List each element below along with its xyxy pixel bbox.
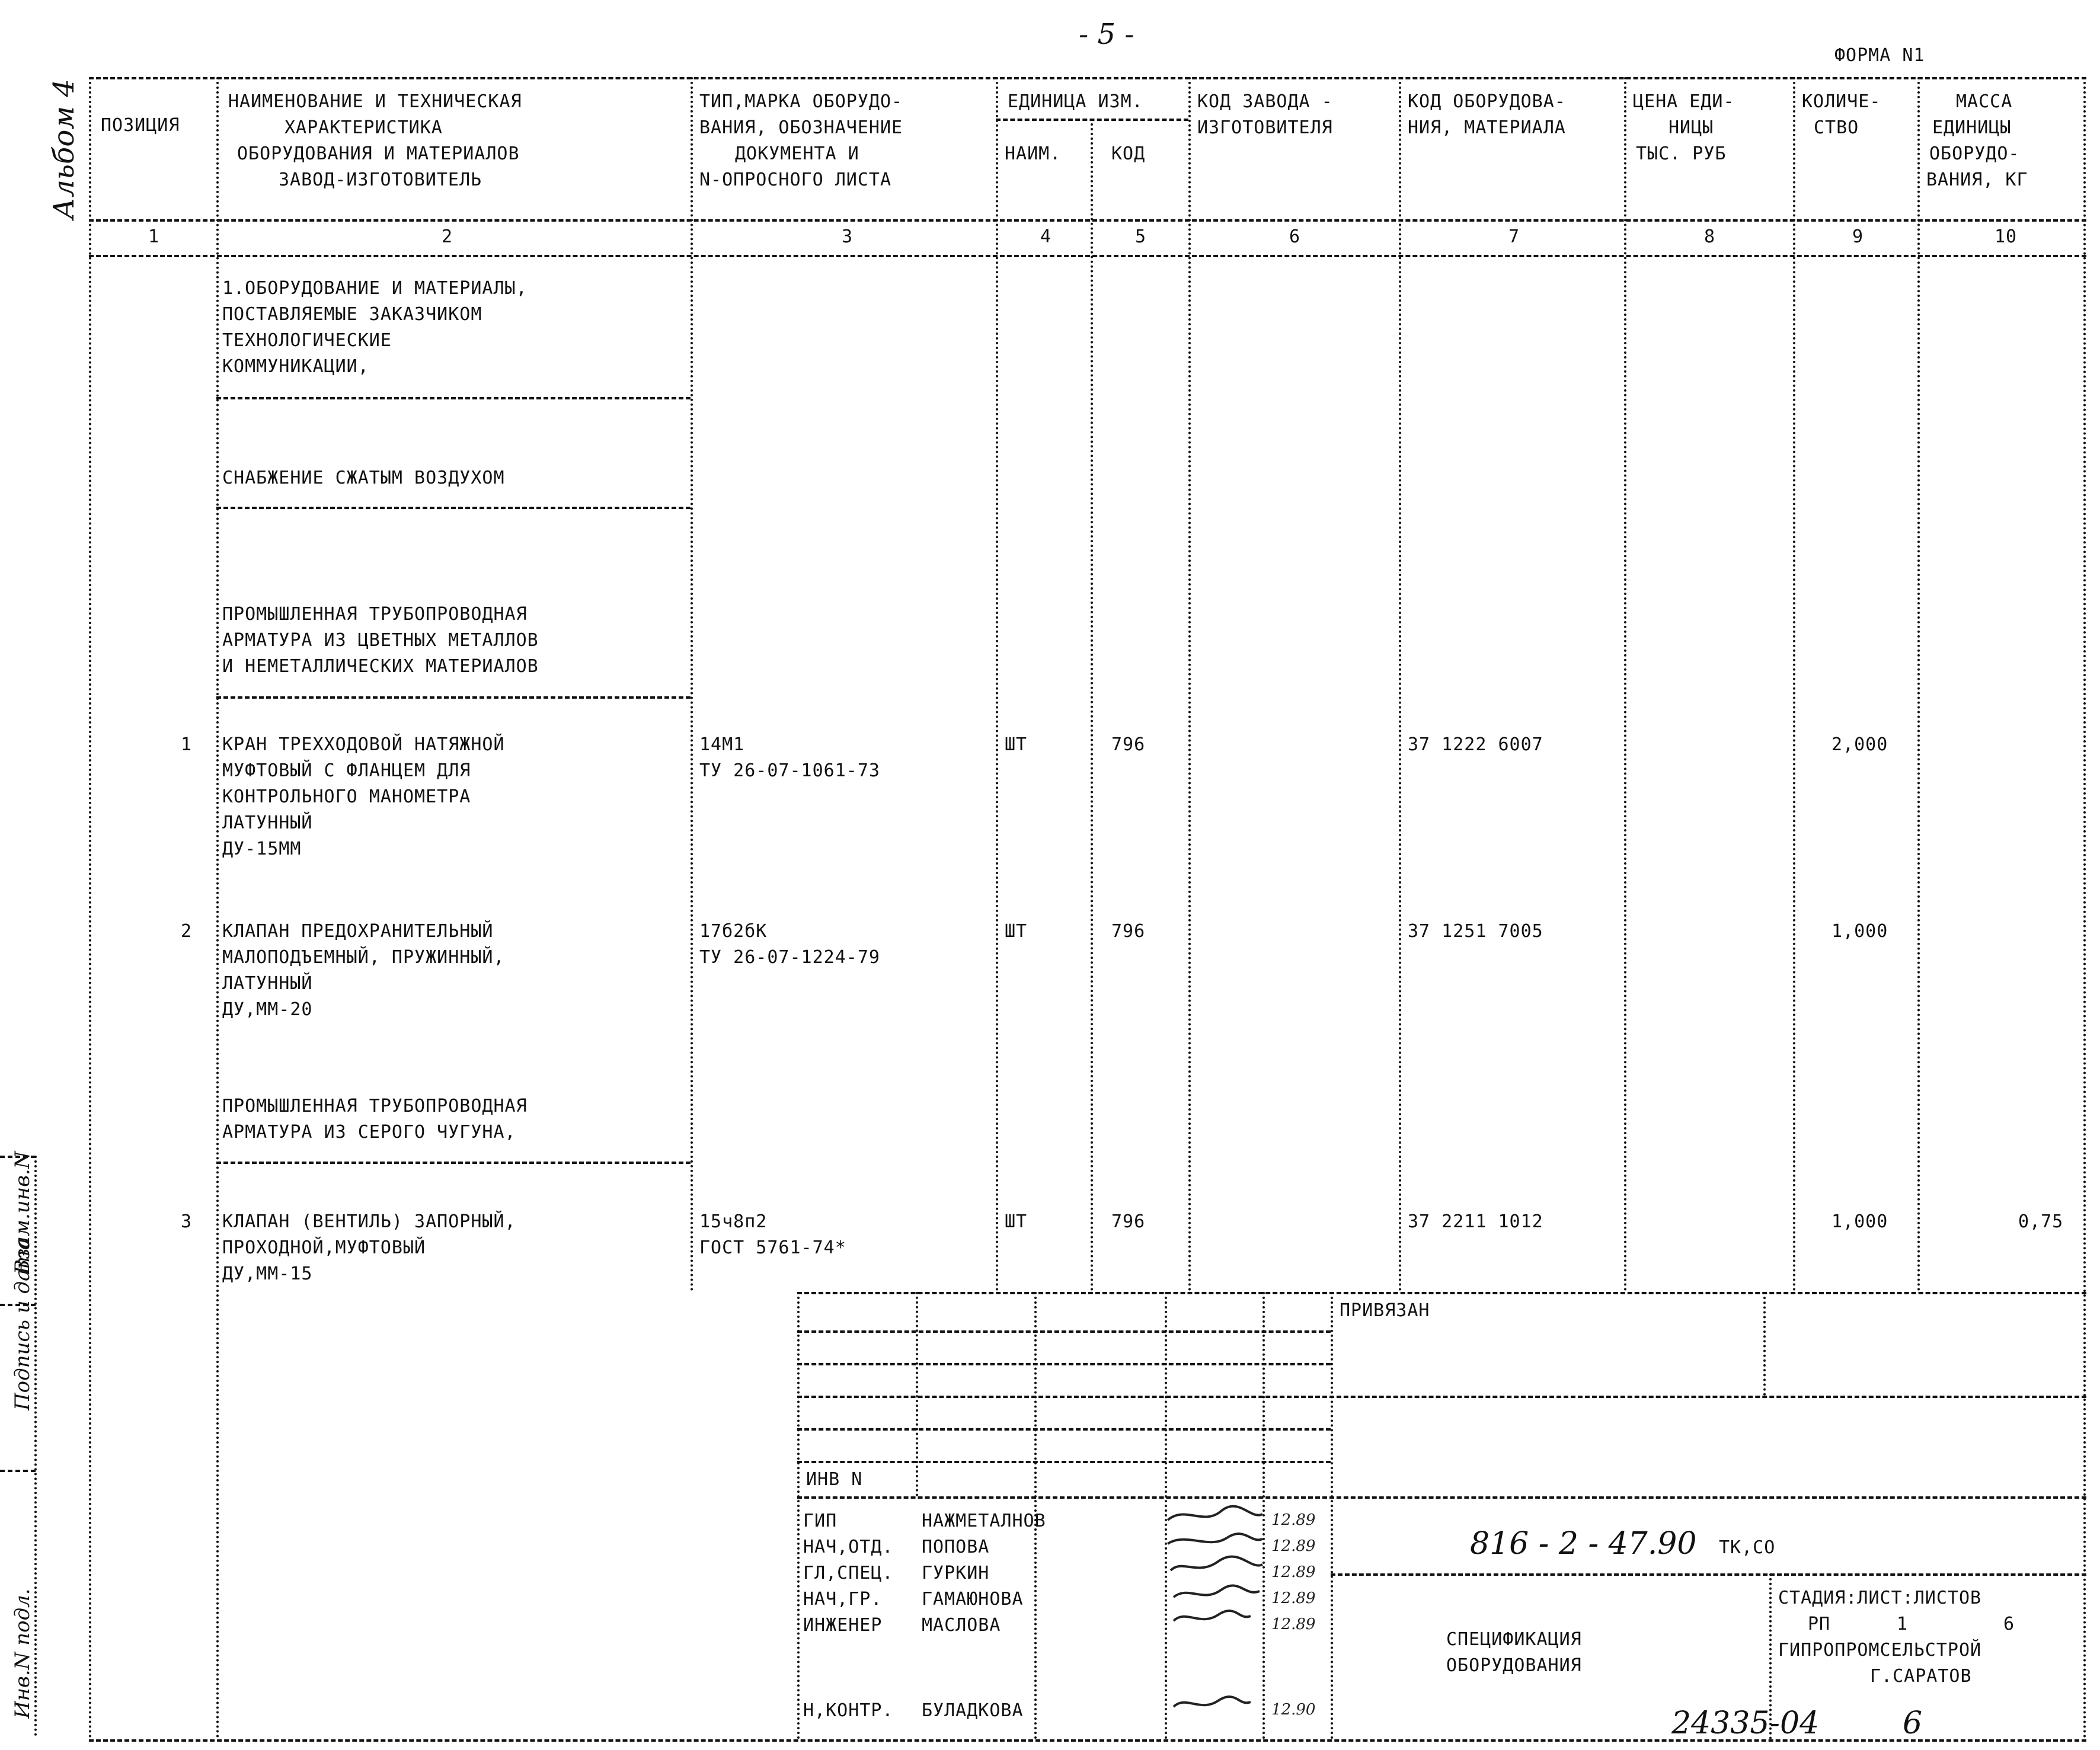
header-col-6-l1: КОД ЗАВОДА - <box>1197 91 1333 112</box>
side-label-replace: Взам.инв.N <box>11 1151 34 1274</box>
album-label: Альбом 4 <box>47 79 81 219</box>
item-2-name-l3: ЛАТУННЫЙ <box>222 973 313 994</box>
header-col-3-l3: ДОКУМЕНТА И <box>735 143 859 164</box>
header-col-4: НАИМ. <box>1005 143 1062 164</box>
tied-label: ПРИВЯЗАН <box>1340 1300 1430 1321</box>
header-col-10-l3: ОБОРУДО- <box>1929 143 2020 164</box>
side-label-inv: Инв.N подл. <box>11 1588 34 1719</box>
person-2-role: НАЧ,ОТД. <box>803 1537 894 1557</box>
item-1-name-l1: КРАН ТРЕХХОДОВОЙ НАТЯЖНОЙ <box>222 734 505 755</box>
item-1-pos: 1 <box>181 734 193 755</box>
org-name: ГИПРОПРОМСЕЛЬСТРОЙ <box>1778 1640 1982 1661</box>
person-6-name: БУЛАДКОВА <box>922 1700 1024 1721</box>
header-col-2-l2: ХАРАКТЕРИСТИКА <box>285 117 443 138</box>
person-6-date: 12.90 <box>1271 1701 1316 1719</box>
header-col-10-l1: МАССА <box>1956 91 2013 112</box>
header-col-3-l2: ВАНИЯ, ОБОЗНАЧЕНИЕ <box>699 117 903 138</box>
header-col-9-l2: СТВО <box>1814 117 1859 138</box>
section-2-l1: СНАБЖЕНИЕ СЖАТЫМ ВОЗДУХОМ <box>222 468 505 488</box>
col-num-7: 7 <box>1508 226 1520 247</box>
item-2-equip-code: 37 1251 7005 <box>1408 921 1543 942</box>
item-1-name-l2: МУФТОВЫЙ С ФЛАНЦЕМ ДЛЯ <box>222 760 471 781</box>
header-col-7-l2: НИЯ, МАТЕРИАЛА <box>1408 117 1566 138</box>
header-col-2-l4: ЗАВОД-ИЗГОТОВИТЕЛЬ <box>279 169 482 190</box>
col-num-1: 1 <box>148 226 160 247</box>
header-col-2-l3: ОБОРУДОВАНИЯ И МАТЕРИАЛОВ <box>237 143 520 164</box>
item-2-pos: 2 <box>181 921 193 942</box>
person-2-date: 12.89 <box>1271 1537 1316 1555</box>
person-1-role: ГИП <box>803 1511 838 1531</box>
section-1-l1: 1.ОБОРУДОВАНИЕ И МАТЕРИАЛЫ, <box>222 278 528 299</box>
col-num-6: 6 <box>1289 226 1301 247</box>
section-4-l2: АРМАТУРА ИЗ СЕРОГО ЧУГУНА, <box>222 1122 516 1143</box>
org-city: Г.САРАТОВ <box>1870 1666 1972 1687</box>
item-2-type-l2: ТУ 26-07-1224-79 <box>699 947 880 968</box>
col-num-10: 10 <box>1994 226 2018 247</box>
person-5-role: ИНЖЕНЕР <box>803 1615 883 1636</box>
item-3-type-l2: ГОСТ 5761-74* <box>699 1237 846 1258</box>
item-3-name-l1: КЛАПАН (ВЕНТИЛЬ) ЗАПОРНЫЙ, <box>222 1211 516 1232</box>
col-num-9: 9 <box>1852 226 1864 247</box>
item-1-type-l1: 14М1 <box>699 734 745 755</box>
doc-title-l2: ОБОРУДОВАНИЯ <box>1446 1655 1582 1676</box>
section-1-l3: ТЕХНОЛОГИЧЕСКИЕ <box>222 330 392 351</box>
doc-title-l1: СПЕЦИФИКАЦИЯ <box>1446 1629 1582 1650</box>
item-1-unit-code: 796 <box>1111 734 1146 755</box>
person-5-name: МАСЛОВА <box>922 1615 1001 1636</box>
section-4-l1: ПРОМЫШЛЕННАЯ ТРУБОПРОВОДНАЯ <box>222 1096 528 1116</box>
header-col-3-l1: ТИП,МАРКА ОБОРУДО- <box>699 91 903 112</box>
signatures-graphic <box>1162 1502 1268 1722</box>
header-col-8-l2: НИЦЫ <box>1669 117 1714 138</box>
item-3-unit: ШТ <box>1005 1211 1028 1232</box>
header-unit-group: ЕДИНИЦА ИЗМ. <box>1008 91 1143 112</box>
side-label-sign: Подпись и дата <box>11 1238 34 1410</box>
item-3-name-l3: ДУ,ММ-15 <box>222 1263 313 1284</box>
item-3-name-l2: ПРОХОДНОЙ,МУФТОВЫЙ <box>222 1237 426 1258</box>
person-1-name: НАЖМЕТАЛНОВ <box>922 1511 1046 1531</box>
item-2-qty: 1,000 <box>1831 921 1888 942</box>
section-1-l2: ПОСТАВЛЯЕМЫЕ ЗАКАЗЧИКОМ <box>222 304 482 325</box>
item-1-name-l4: ЛАТУННЫЙ <box>222 812 313 833</box>
header-col-6-l2: ИЗГОТОВИТЕЛЯ <box>1197 117 1333 138</box>
item-2-type-l1: 17б2бК <box>699 921 768 942</box>
item-2-name-l1: КЛАПАН ПРЕДОХРАНИТЕЛЬНЫЙ <box>222 921 494 942</box>
item-1-name-l3: КОНТРОЛЬНОГО МАНОМЕТРА <box>222 786 471 807</box>
col-num-8: 8 <box>1704 226 1716 247</box>
item-1-unit: ШТ <box>1005 734 1028 755</box>
person-3-name: ГУРКИН <box>922 1563 990 1583</box>
col-num-3: 3 <box>842 226 854 247</box>
sheet-value: 1 <box>1897 1614 1909 1634</box>
item-1-equip-code: 37 1222 6007 <box>1408 734 1543 755</box>
item-3-equip-code: 37 2211 1012 <box>1408 1211 1543 1232</box>
section-1-l4: КОММУНИКАЦИИ, <box>222 356 369 377</box>
item-3-qty: 1,000 <box>1831 1211 1888 1232</box>
section-3-l3: И НЕМЕТАЛЛИЧЕСКИХ МАТЕРИАЛОВ <box>222 656 539 677</box>
person-4-date: 12.89 <box>1271 1589 1316 1607</box>
person-3-date: 12.89 <box>1271 1563 1316 1581</box>
stage-value: РП <box>1808 1614 1831 1634</box>
doc-code: 816 - 2 - 47.90 <box>1470 1526 1697 1562</box>
item-3-type-l1: 15ч8п2 <box>699 1211 768 1232</box>
item-2-name-l2: МАЛОПОДЪЕМНЫЙ, ПРУЖИННЫЙ, <box>222 947 505 968</box>
item-1-name-l5: ДУ-15ММ <box>222 839 302 859</box>
item-1-qty: 2,000 <box>1831 734 1888 755</box>
person-4-name: ГАМАЮНОВА <box>922 1589 1024 1610</box>
person-4-role: НАЧ,ГР. <box>803 1589 883 1610</box>
col-num-5: 5 <box>1135 226 1147 247</box>
inv-label: ИНВ N <box>806 1469 863 1490</box>
col-num-2: 2 <box>442 226 453 247</box>
section-3-l2: АРМАТУРА ИЗ ЦВЕТНЫХ МЕТАЛЛОВ <box>222 630 539 651</box>
header-col-9-l1: КОЛИЧЕ- <box>1802 91 1881 112</box>
item-2-unit: ШТ <box>1005 921 1028 942</box>
stage-header: СТАДИЯ:ЛИСТ:ЛИСТОВ <box>1778 1588 1982 1608</box>
page-number: - 5 - <box>1079 18 1134 51</box>
header-col-10-l2: ЕДИНИЦЫ <box>1932 117 2012 138</box>
item-1-type-l2: ТУ 26-07-1061-73 <box>699 760 880 781</box>
doc-suffix: ТК,СО <box>1719 1537 1776 1558</box>
person-6-role: Н,КОНТР. <box>803 1700 894 1721</box>
header-col-10-l4: ВАНИЯ, КГ <box>1926 169 2028 190</box>
header-col-5: КОД <box>1111 143 1146 164</box>
item-3-mass: 0,75 <box>2018 1211 2064 1232</box>
footer-sheet: 6 <box>1903 1706 1923 1741</box>
header-col-3-l4: N-ОПРОСНОГО ЛИСТА <box>699 169 892 190</box>
person-1-date: 12.89 <box>1271 1511 1316 1529</box>
header-col-2-l1: НАИМЕНОВАНИЕ И ТЕХНИЧЕСКАЯ <box>228 91 522 112</box>
item-3-unit-code: 796 <box>1111 1211 1146 1232</box>
footer-code: 24335-04 <box>1671 1706 1820 1741</box>
form-label: ФОРМА N1 <box>1834 45 1925 66</box>
section-3-l1: ПРОМЫШЛЕННАЯ ТРУБОПРОВОДНАЯ <box>222 604 528 625</box>
header-col-8-l3: ТЫС. РУБ <box>1636 143 1727 164</box>
col-num-4: 4 <box>1040 226 1052 247</box>
person-2-name: ПОПОВА <box>922 1537 990 1557</box>
item-2-name-l4: ДУ,ММ-20 <box>222 999 313 1020</box>
item-3-pos: 3 <box>181 1211 193 1232</box>
person-5-date: 12.89 <box>1271 1615 1316 1633</box>
person-3-role: ГЛ,СПЕЦ. <box>803 1563 894 1583</box>
header-col-1: ПОЗИЦИЯ <box>101 115 180 136</box>
item-2-unit-code: 796 <box>1111 921 1146 942</box>
sheets-value: 6 <box>2003 1614 2015 1634</box>
header-col-8-l1: ЦЕНА ЕДИ- <box>1633 91 1735 112</box>
header-col-7-l1: КОД ОБОРУДОВА- <box>1408 91 1566 112</box>
